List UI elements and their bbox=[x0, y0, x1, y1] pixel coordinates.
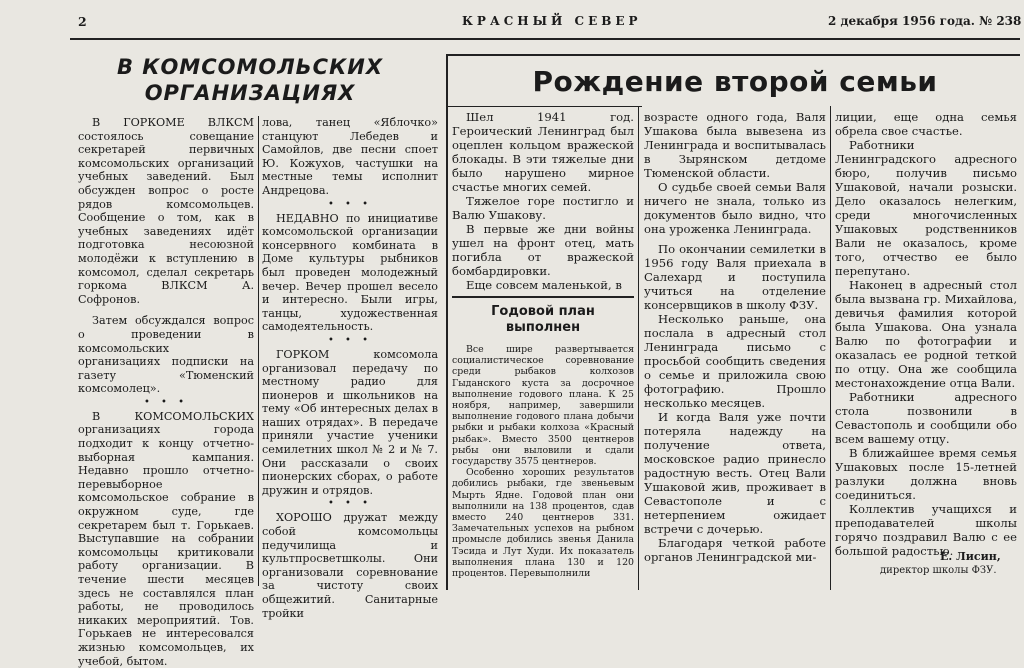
sub-title-line2: выполнен bbox=[505, 320, 581, 335]
main-col1-para: Шел 1941 год. Героический Ленинград был оцеплен кольцом вражеской блокады. В эти тяжелые дни было нарушено мирное счастье многих семей. bbox=[452, 110, 634, 194]
page-number: 2 bbox=[78, 14, 87, 29]
main-col1-para: Тяжелое горе постигло и Валю Ушакову. bbox=[452, 194, 634, 222]
issue-date: 2 декабря 1956 года. № 238 bbox=[828, 14, 1022, 28]
frame-left bbox=[446, 54, 448, 590]
main-article-col2 bbox=[644, 110, 826, 564]
main-col1-para: В первые же дни войны ушел на фронт отец, мать погибла от вражеской бомбардировки. bbox=[452, 222, 634, 278]
sub-para: Все шире развертывается социалистическое соревнование среди рыбаков колхозов Гыданского куста за досрочное выполнение годового плана. К 25 ноября, например, завершили выполнение годового плана добычи рыбки и рыбаки колхоза «Красный рыбак». Вместо 3500 центнеров рыбы они выловили и сдали государству 3575 центнеров. bbox=[452, 344, 634, 468]
column-divider bbox=[830, 106, 831, 590]
main-col3-para: лиции, еще одна семья обрела свое счастье. bbox=[835, 110, 1017, 138]
masthead-rule bbox=[70, 38, 1020, 40]
main-article-col1 bbox=[452, 110, 634, 292]
left-col2-para: лова, танец «Яблочко» станцуют Лебедев и Самойлов, две песни споет Ю. Кожухов, частушки на местные темы исполнит Андрецова. bbox=[262, 116, 438, 197]
newspaper-name: КРАСНЫЙ СЕВЕР bbox=[462, 14, 642, 28]
main-col2-para: возрасте одного года, Валя Ушакова была вывезена из Ленинграда и воспитывалась в Зырянском детдоме Тюменской области. bbox=[644, 110, 826, 180]
sub-title-line1: Годовой план bbox=[491, 304, 595, 319]
main-col2-para: Несколько раньше, она послала в адресный стол Ленинграда письмо с просьбой сообщить сведения о семье и приложила свою фотографию. Прошло несколько месяцев. bbox=[644, 312, 826, 410]
main-col1-para: Еще совсем маленькой, в bbox=[466, 278, 622, 292]
main-col3-para: Наконец в адресный стол была вызвана гр. Михайлова, девичья фамилия которой была Ушакова. Она узнала Валю по фотографии и оказалась ее родной теткой по отцу. Она же сообщила местонахождение отца Вали. bbox=[835, 278, 1017, 390]
sub-article-text bbox=[452, 344, 634, 579]
bullet-separator: • • • bbox=[327, 198, 373, 210]
main-col3-para: В ближайшее время семья Ушаковых после 15-летней разлуки должна вновь соединиться. bbox=[835, 446, 1017, 502]
left-col1-para: В ГОРКОМЕ ВЛКСМ состоялось совещание секретарей первичных комсомольских организаций учебных заведений. Был обсужден вопрос о росте рядов комсомольцев. Сообщение о том, как в учебных заведениях идёт подготовка несоюзной молодёжи к вступлению в комсомол, сделал секретарь горкома ВЛКСМ А. Софронов. bbox=[78, 116, 254, 306]
main-article-col3 bbox=[835, 110, 1017, 558]
main-col2-para: И когда Валя уже почти потеряла надежду на получение ответа, московское радио принесло радостную весть. Отец Вали Ушаковой жив, проживает в Севастополе и с нетерпением ожидает встречи с дочерью. bbox=[644, 410, 826, 536]
signature: Е. Лисин, bbox=[940, 550, 1001, 563]
bullet-separator: • • • bbox=[327, 334, 373, 346]
left-col1-para: В КОМСОМОЛЬСКИХ организациях города подходит к концу отчетно-выборная кампания. Недавно прошло отчетно-перевыборное комсомольское собрание в окружном суде, где секретарем был т. Горькаев. Выступавшие на собрании комсомольцы критиковали работу организации. В течение шести месяцев здесь не составлялся план работы, не проводилось никаких мероприятий. Тов. Горькаев не интересовался жизнью комсомольцев, их учебой, бытом. bbox=[78, 409, 254, 668]
main-col2-para: По окончании семилетки в 1956 году Валя приехала в Салехард и поступила учиться на отделение консервщиков в школу ФЗУ. bbox=[644, 242, 826, 312]
left-col1-para: Затем обсуждался вопрос о проведении в комсомольских организациях подписки на газету «Тюменский комсомолец». bbox=[78, 314, 254, 396]
column-divider bbox=[638, 106, 639, 590]
main-col2-para: О судьбе своей семьи Валя ничего не знала, только из документов было видно, что она уроженка Ленинграда. bbox=[644, 180, 826, 236]
main-col3-para: Работники Ленинградского адресного бюро, получив письмо Ушаковой, начали розыски. Дело оказалось нелегким, среди многочисленных Ушаковых родственников Вали не оказалось, кроме того, отчество ее было перепутано. bbox=[835, 138, 1017, 278]
left-col2-para: НЕДАВНО по инициативе комсомольской организации консервного комбината в Доме культуры рыбников был проведен молодежный вечер. Вечер прошел весело и интересно. Были игры, танцы, художественная самодеятельность. bbox=[262, 211, 438, 334]
main-col2-para: Благодаря четкой работе органов Ленинградской ми- bbox=[644, 536, 826, 564]
sub-para: Особенно хороших результатов добились рыбаки, где звеньевым Мырть Ядне. Годовой план они выполнили на 138 процентов, сдав вместо 240 центнеров 331. Замечательных успехов на рыбном промысле добились звенья Данила Тэсида и Лут Худи. Их показатель выполнения плана 130 и 120 процентов. Перевыполнили bbox=[452, 467, 634, 580]
main-article-title: Рождение второй семьи bbox=[532, 65, 938, 98]
left-article-title bbox=[110, 54, 390, 106]
frame-top bbox=[446, 54, 1020, 56]
title-rule bbox=[448, 106, 642, 107]
left-article-col2 bbox=[262, 116, 438, 620]
bullet-separator: • • • bbox=[143, 396, 189, 408]
left-title-line2: ОРГАНИЗАЦИЯХ bbox=[144, 81, 356, 105]
signature-title: директор школы ФЗУ. bbox=[880, 565, 997, 576]
main-col3-para: Коллектив учащихся и преподавателей школы горячо поздравил Валю с ее большой радостью. bbox=[835, 502, 1017, 558]
sub-article-title bbox=[452, 304, 634, 336]
left-col2-para: ГОРКОМ комсомола организовал передачу по местному радио для пионеров и школьников на тему «Об интересных делах в наших отрядах». В передаче приняли участие ученики семилетних школ № 2 и № 7. Они рассказали о своих пионерских сборах, о работе дружин и отрядов. bbox=[262, 347, 438, 497]
bullet-separator: • • • bbox=[327, 498, 373, 510]
left-title-line1: В КОМСОМОЛЬСКИХ bbox=[116, 55, 384, 79]
left-col2-para: ХОРОШО дружат между собой комсомольцы педучилища и культпросветшколы. Они организовали соревнование за чистоту своих общежитий. Санитарные тройки bbox=[262, 511, 438, 620]
sub-box-top bbox=[452, 296, 634, 298]
main-col3-para: Работники адресного стола позвонили в Севастополь и сообщили обо всем вашему отцу. bbox=[835, 390, 1017, 446]
column-divider bbox=[258, 116, 259, 586]
left-article-col1 bbox=[78, 116, 254, 668]
